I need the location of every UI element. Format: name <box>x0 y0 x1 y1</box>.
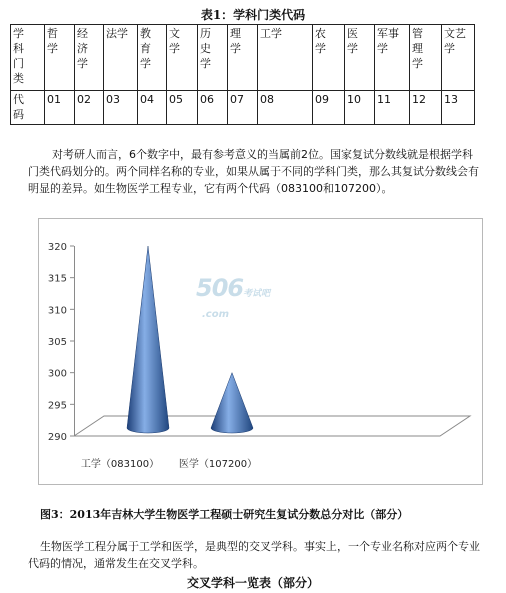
code-cell: 02 <box>75 91 104 125</box>
y-tick-label: 300 <box>47 368 67 380</box>
code-cell: 03 <box>104 91 138 125</box>
watermark-logo: 506考试吧 .com <box>196 274 271 320</box>
code-cell: 11 <box>375 91 410 125</box>
category-cell: 文艺学 <box>442 25 475 91</box>
table-title: 表1：学科门类代码 <box>200 8 306 22</box>
cone-bar <box>211 373 253 433</box>
x-category-label: 医学（107200） <box>178 459 258 470</box>
category-cell: 哲学 <box>45 25 75 91</box>
cone-bar <box>127 246 169 433</box>
category-cell: 工学 <box>258 25 313 91</box>
table-row <box>11 25 475 91</box>
code-cell: 08 <box>258 91 313 125</box>
y-tick-label: 310 <box>47 305 67 317</box>
category-cell: 历史学 <box>198 25 228 91</box>
category-cell: 管理学 <box>410 25 442 91</box>
cone-chart <box>38 218 481 483</box>
y-tick-label: 320 <box>47 242 67 253</box>
y-tick-label: 305 <box>47 337 67 348</box>
y-tick-label: 295 <box>47 400 67 412</box>
code-cell: 04 <box>138 91 167 125</box>
table-title: 交叉学科一览表（部分） <box>186 576 319 590</box>
subject-category-table <box>10 24 475 125</box>
x-category-label: 工学（083100） <box>80 459 160 470</box>
table-row <box>11 91 475 125</box>
category-cell: 军事学 <box>375 25 410 91</box>
category-cell: 医学 <box>345 25 375 91</box>
figure-caption: 图3：2013年吉林大学生物医学工程硕士研究生复试分数总分对比（部分） <box>40 508 409 521</box>
code-cell: 12 <box>410 91 442 125</box>
code-cell: 01 <box>45 91 75 125</box>
code-cell: 09 <box>313 91 345 125</box>
category-cell: 文学 <box>167 25 198 91</box>
body-paragraph: 对考研人而言，6个数字中，最有参考意义的当属前2位。国家复试分数线就是根据学科门类代码划分的。两个同样名称的专业，如果从属于不同的学科门类，那么其复试分数线会有明显的差异。如生物医学工程专业，它有两个代码（083100和107200）。 <box>28 148 479 195</box>
y-tick-label: 290 <box>47 432 67 443</box>
code-cell: 06 <box>198 91 228 125</box>
code-cell: 10 <box>345 91 375 125</box>
code-cell: 13 <box>442 91 475 125</box>
category-cell: 教育学 <box>138 25 167 91</box>
row-header-cell: 学科门类 <box>11 25 45 91</box>
code-cell: 07 <box>228 91 258 125</box>
category-cell: 法学 <box>104 25 138 91</box>
category-cell: 农学 <box>313 25 345 91</box>
row-header-cell: 代码 <box>11 91 45 125</box>
category-cell: 理学 <box>228 25 258 91</box>
category-cell: 经济学 <box>75 25 104 91</box>
body-paragraph: 生物医学工程分属于工学和医学，是典型的交叉学科。事实上，一个专业名称对应两个专业代码的情况，通常发生在交叉学科。 <box>28 540 480 570</box>
y-tick-label: 315 <box>47 273 67 285</box>
code-cell: 05 <box>167 91 198 125</box>
